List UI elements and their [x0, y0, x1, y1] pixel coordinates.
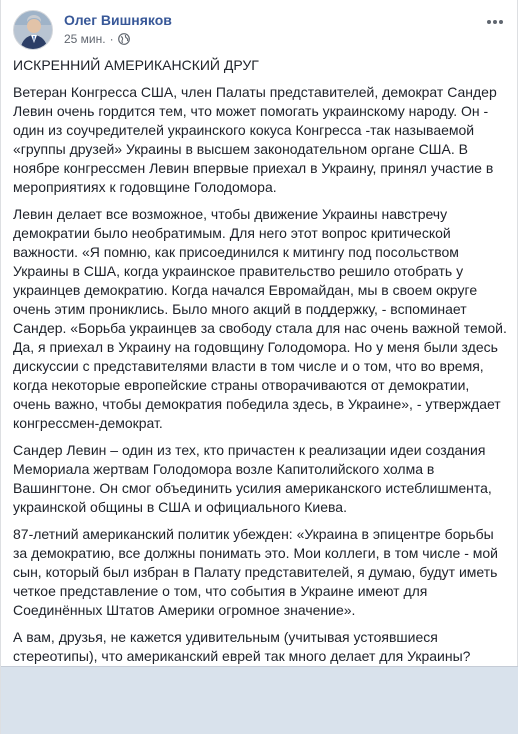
post-paragraph: А вам, друзья, не кажется удивительным (учитывая устоявшиеся стереотипы), что американский еврей так много делает для Украины? — [13, 629, 471, 664]
post-paragraph: 87-летний американский политик убежден: «Украина в эпицентре борьбы за демократию, все должны понимать это. Мои коллеги, в том числе - мой сын, который был избран в Палату представителей, я думаю, будут иметь четкое представление о том, что события в Украине имеют для Соединённых Штатов Америки огромное значение». — [13, 526, 498, 618]
author-name[interactable]: Олег Вишняков — [64, 12, 172, 28]
meta-separator: · — [109, 32, 114, 46]
avatar-photo-icon — [14, 11, 53, 50]
post-paragraph: Сандер Левин – один из тех, кто причастен к реализации идеи создания Мемориала жертвам Голодомора возле Капитолийского холма в Вашингтоне. Он смог объединить усилия американского истеблишмента, украинской общины в США и официального Киева. — [13, 442, 492, 515]
post-title: ИСКРЕННИЙ АМЕРИКАНСКИЙ ДРУГ — [13, 57, 259, 73]
more-options-icon[interactable] — [483, 10, 507, 34]
bottom-overlay-bar — [1, 666, 518, 734]
post-meta — [64, 32, 130, 46]
post-header — [13, 10, 507, 50]
globe-icon[interactable] — [118, 33, 130, 45]
post-body — [13, 56, 507, 674]
post-timestamp[interactable]: 25 мин. — [64, 32, 106, 46]
author-avatar[interactable] — [13, 10, 53, 50]
post-paragraph: Левин делает все возможное, чтобы движение Украины навстречу демократии было необратимым. Для него этот вопрос критической важности. «Я помню, как присоединился к митингу под посольством Украины в США, когда украинское правительство решило отобрать у украинцев демократию. Когда начался Евромайдан, мы в своем округе очень этим прониклись. Было много акций в поддержку, - вспоминает Сандер. «Борьба украинцев за свободу стала для нас очень важной темой. Да, я приехал в Украину на годовщину Голодомора. Но у меня были здесь дискуссии с представителями власти в том числе и о том, что во время, когда некоторые европейские страны отворачиваются от демократии, очень важно, чтобы демократия победила здесь, в Украине», - утверждает конгрессмен-демократ. — [13, 206, 507, 431]
post-paragraph: Ветеран Конгресса США, член Палаты представителей, демократ Сандер Левин очень гордится тем, что может помогать украинскому народу. Он - один из соучредителей украинского кокуса Конгресса -так называемой «группы друзей» Украины в высшем законодательном органе США. В ноябре конгрессмен Левин впервые приехал в Украину, принял участие в мероприятиях к годовщине Голодомора. — [13, 84, 497, 195]
